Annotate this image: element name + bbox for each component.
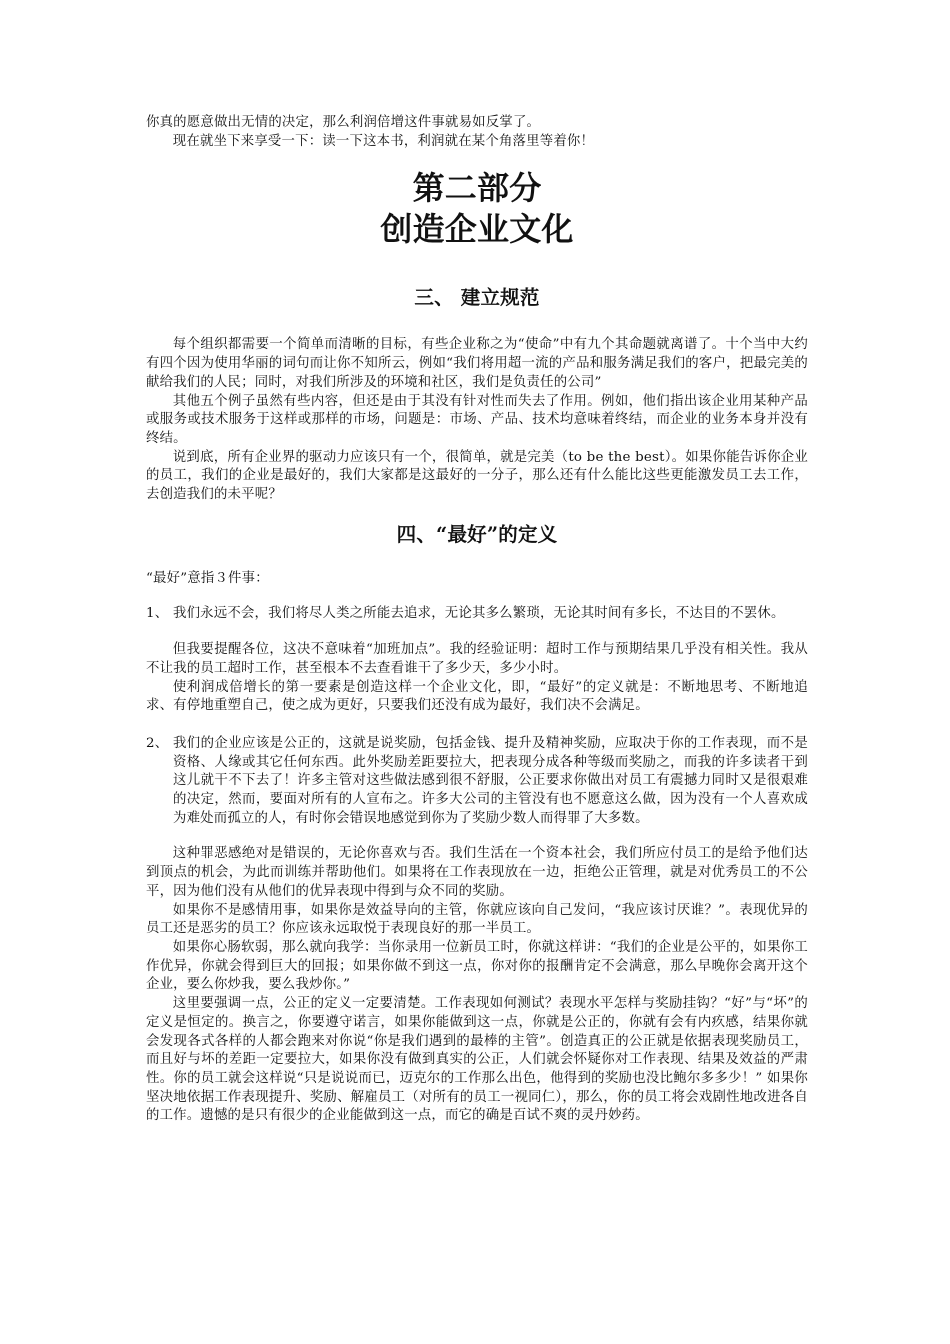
body-paragraph: 如果你心肠软弱，那么就向我学：当你录用一位新员工时，你就这样讲：“我们的企业是公平的，如果你工作优异，你就会得到巨大的回报；如果你做不到这一点，你对你的报酬肯定不会满意，那么早晚你会离开这个企业，要么你炒我，要么我炒你。”: [146, 939, 808, 993]
item-marker: 2、: [146, 735, 169, 751]
numbered-item-2: [146, 735, 808, 829]
body-paragraph: 但我要提醒各位，这决不意味着“加班加点”。我的经验证明：超时工作与预期结果几乎没有相关性。我从不让我的员工超时工作，甚至根本不去查看谁干了多少天，多少小时。: [146, 642, 808, 676]
part-heading: [146, 168, 808, 250]
part-title: 创造企业文化: [380, 210, 574, 249]
body-paragraph: 这里要强调一点，公正的定义一定要清楚。工作表现如何测试？表现水平怎样与奖励挂钩？“好”与“坏”的定义是恒定的。换言之，你要遵守诺言，如果你能做到这一点，你就是公正的，你就有会有内疚感，结果你就会发现各式各样的人都会跑来对你说“你是我们遇到的最棒的主管”。创造真正的公正就是依据表现奖励员工，而且好与坏的差距一定要拉大，如果你没有做到真实的公正，人们就会怀疑你对工作表现、结果及效益的严肃性。你的员工就会这样说“只是说说而已，迈克尔的工作那么出色，他得到的奖励也没比鲍尔多多少！” 如果你坚决地依据工作表现提升、奖励、解雇员工（对所有的员工一视同仁），那么，你的员工将会戏剧性地改进各自的工作。遗憾的是只有很少的企业能做到这一点，而它的确是百试不爽的灵丹妙药。: [146, 996, 808, 1124]
section-4-lead: “最好”意指３件事：: [146, 570, 269, 586]
part-number: 第二部分: [412, 169, 542, 208]
intro-paragraph-1: 你真的愿意做出无情的决定，那么利润倍增这件事就易如反掌了。: [146, 115, 541, 130]
section-3-paragraph: 说到底，所有企业界的驱动力应该只有一个，很简单，就是完美（to be the best）。如果你能告诉你企业的员工，我们的企业是最好的，我们大家都是这最好的一分子，那么还有什么能比这些更能激发员工去工作，去创造我们的未平呢？: [146, 449, 808, 503]
section-4-heading: 四、“最好”的定义: [396, 522, 558, 546]
body-paragraph: 如果你不是感情用事，如果你是效益导向的主管，你就应该向自己发问，“我应该讨厌谁？”。表现优异的员工还是恶劣的员工？你应该永远取悦于表现良好的那一半员工。: [146, 902, 808, 937]
section-3-paragraph: 其他五个例子虽然有些内容，但还是由于其没有针对性而失去了作用。例如，他们指出该企业用某种产品或服务或技术服务于这样或那样的市场，问题是：市场、产品、技术均意味着终结，而企业的业务本身并没有终结。: [146, 393, 808, 446]
section-3-heading: 三、 建立规范: [414, 286, 540, 310]
item-text: 我们的企业应该是公正的，这就是说奖励，包括金钱、提升及精神奖励，应取决于你的工作表现，而不是资格、人缘或其它任何东西。此外奖励差距要拉大，把表现分成各种等级而奖励之，而我的许多读者干到这儿就干不下去了！许多主管对这些做法感到很不舒服，公正要求你做出对员工有震撼力同时又是很艰难的决定，然而，要面对所有的人宣布之。许多大公司的主管没有也不愿意这么做，因为没有一个人喜欢成为难处而孤立的人，有时你会错误地感觉到你为了奖励少数人而得罪了大多数。: [173, 735, 808, 826]
numbered-item-1: [146, 605, 808, 624]
intro-paragraph-2: 现在就坐下来享受一下：读一下这本书，利润就在某个角落里等着你！: [172, 133, 595, 149]
section-3-paragraph: 每个组织都需要一个简单而清晰的目标，有些企业称之为“使命”中有九个其命题就离谱了。十个当中大约有四个因为使用华丽的词句而让你不知所云，例如“我们将用超一流的产品和服务满足我们的客户，把最完美的献给我们的人民；同时，对我们所涉及的环境和社区，我们是负责任的公司”: [146, 337, 808, 390]
item-marker: 1、: [146, 606, 169, 622]
item-text: 我们永远不会，我们将尽人类之所能去追求，无论其多么繁琐，无论其时间有多长，不达目的不罢休。: [173, 606, 785, 622]
body-paragraph: 这种罪恶感绝对是错误的，无论你喜欢与否。我们生活在一个资本社会，我们所应付员工的是给予他们达到顶点的机会，为此而训练并帮助他们。如果将在工作表现放在一边，拒绝公正管理，就是对优秀员工的不公平，因为他们没有从他们的优异表现中得到与众不同的奖励。: [146, 846, 808, 899]
body-paragraph: 使利润成倍增长的第一要素是创造这样一个企业文化，即，“最好”的定义就是：不断地思考、不断地追求、有停地重塑自己，使之成为更好，只要我们还没有成为最好，我们决不会满足。: [146, 679, 808, 714]
document-page: [146, 114, 808, 1126]
